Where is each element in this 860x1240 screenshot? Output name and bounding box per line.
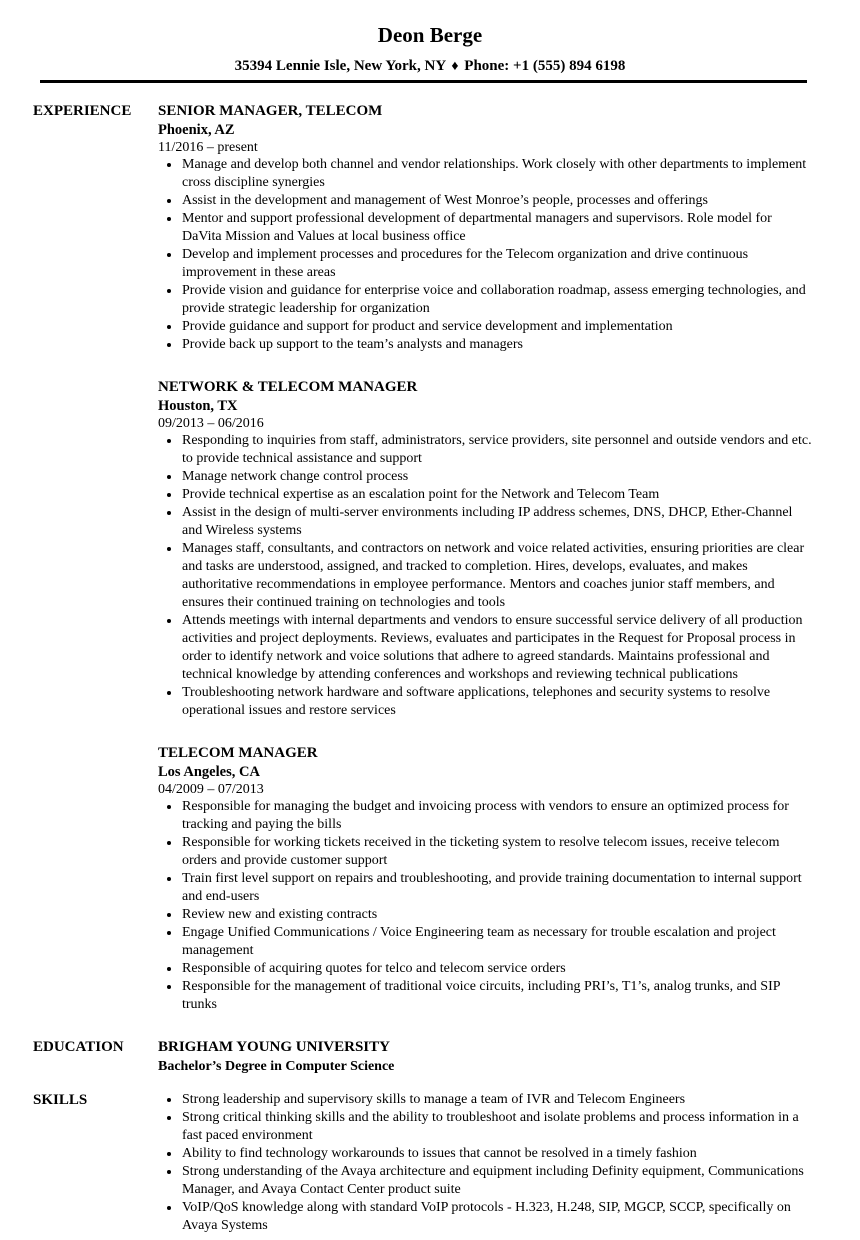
diamond-separator-icon: ♦: [451, 59, 459, 74]
education-entry: [158, 1038, 812, 1077]
skills-bullet-list: [158, 1091, 812, 1235]
bullet-item: • Provide back up support to the team’s analysts and managers: [181, 336, 812, 354]
bullet-item: • Assist in the design of multi-server environments including IP address schemes, DNS, DHCP, Ether-Channel and Wireless systems: [181, 504, 812, 540]
bullet-item: • Develop and implement processes and procedures for the Telecom organization and drive continuous improvement in these areas: [181, 246, 812, 282]
bullet-item: • Responding to inquiries from staff, administrators, service providers, site personnel and outside vendors and etc. to provide technical assistance and support: [181, 432, 812, 468]
job-dates: 04/2009 – 07/2013: [158, 782, 264, 797]
education-degree: Bachelor’s Degree in Computer Science: [158, 1059, 395, 1074]
bullet-item: • Manages staff, consultants, and contractors on network and voice related activities, ensuring priorities are clear and tasks are understood, assigned, and tracked to completion. Hires, develops, evaluates, and makes authoritative recommendations in employee performance. Mentors and coaches junior staff members, and ensures their continued training on technologies and tools: [181, 540, 812, 612]
job-dates: 09/2013 – 06/2016: [158, 416, 264, 431]
resume-header: [0, 0, 860, 83]
bullet-item: • VoIP/QoS knowledge along with standard VoIP protocols - H.323, H.248, SIP, MGCP, SCCP, specifically on Avaya Systems: [181, 1199, 812, 1235]
job-title: TELECOM MANAGER: [158, 745, 318, 761]
section-label-experience: EXPERIENCE: [33, 103, 132, 119]
bullet-item: • Provide guidance and support for product and service development and implementation: [181, 318, 812, 336]
bullet-item: • Responsible for working tickets received in the ticketing system to resolve telecom issues, receive telecom orders and provide customer support: [181, 834, 812, 870]
job-title: NETWORK & TELECOM MANAGER: [158, 379, 418, 395]
job-title: SENIOR MANAGER, TELECOM: [158, 103, 383, 119]
bullet-item: • Review new and existing contracts: [181, 906, 812, 924]
section-label-skills: SKILLS: [33, 1092, 88, 1108]
skills-section: [33, 1091, 812, 1235]
bullet-item: • Assist in the development and management of West Monroe’s people, processes and offerings: [181, 192, 812, 210]
bullet-item: • Ability to find technology workarounds to issues that cannot be resolved in a timely fashion: [181, 1145, 812, 1163]
job-location: Phoenix, AZ: [158, 122, 235, 138]
resume-body: [0, 83, 860, 1235]
job-entry-telecom-manager: [158, 744, 812, 1014]
bullet-item: • Responsible for the management of traditional voice circuits, including PRI’s, T1’s, analog trunks, and SIP trunks: [181, 978, 812, 1014]
bullet-item: • Attends meetings with internal departments and vendors to ensure successful service delivery of all production activities and project deployments. Reviews, evaluates and participates in the Request for Proposal process in order to identify network and voice solutions that adhere to agreed standards. Maintains professional and technical knowledge by attending conferences and workshops and reviewing technical publications: [181, 612, 812, 684]
bullet-item: • Manage network change control process: [181, 468, 812, 486]
bullet-item: • Responsible of acquiring quotes for telco and telecom service orders: [181, 960, 812, 978]
job-bullet-list: [158, 432, 812, 720]
bullet-item: • Troubleshooting network hardware and software applications, telephones and security systems to resolve operational issues and restore services: [181, 684, 812, 720]
job-location: Los Angeles, CA: [158, 764, 260, 780]
education-school: BRIGHAM YOUNG UNIVERSITY: [158, 1039, 390, 1055]
education-section: [33, 1038, 812, 1077]
bullet-item: • Strong understanding of the Avaya architecture and equipment including Definity equipment, Communications Manager, and Avaya Contact Center product suite: [181, 1163, 812, 1199]
bullet-item: • Mentor and support professional development of departmental managers and supervisors. Role model for DaVita Mission and Values at local business office: [181, 210, 812, 246]
bullet-item: • Train first level support on repairs and troubleshooting, and provide training documentation to internal support and end-users: [181, 870, 812, 906]
experience-entries: [158, 102, 812, 1014]
job-entry-senior-manager-telecom: [158, 102, 812, 354]
bullet-item: • Strong critical thinking skills and the ability to troubleshoot and isolate problems and process information in a fast paced environment: [181, 1109, 812, 1145]
contact-line: [0, 58, 860, 75]
bullet-item: • Engage Unified Communications / Voice Engineering team as necessary for trouble escalation and project management: [181, 924, 812, 960]
job-location: Houston, TX: [158, 398, 238, 414]
bullet-item: • Strong leadership and supervisory skills to manage a team of IVR and Telecom Engineers: [181, 1091, 812, 1109]
job-bullet-list: [158, 156, 812, 354]
bullet-item: • Manage and develop both channel and vendor relationships. Work closely with other departments to implement cross discipline synergies: [181, 156, 812, 192]
experience-section: [33, 102, 812, 1014]
job-entry-network-telecom-manager: [158, 378, 812, 720]
bullet-item: • Provide technical expertise as an escalation point for the Network and Telecom Team: [181, 486, 812, 504]
address-text: 35394 Lennie Isle, New York, NY: [234, 58, 446, 74]
bullet-item: • Provide vision and guidance for enterprise voice and collaboration roadmap, assess emerging technologies, and provide strategic leadership for organization: [181, 282, 812, 318]
person-name: Deon Berge: [377, 23, 483, 47]
section-label-education: EDUCATION: [33, 1039, 124, 1055]
bullet-item: • Responsible for managing the budget and invoicing process with vendors to ensure an optimized process for tracking and paying the bills: [181, 798, 812, 834]
phone-text: Phone: +1 (555) 894 6198: [464, 58, 626, 74]
job-dates: 11/2016 – present: [158, 140, 258, 155]
skills-list-wrap: [158, 1091, 812, 1235]
job-bullet-list: [158, 798, 812, 1014]
